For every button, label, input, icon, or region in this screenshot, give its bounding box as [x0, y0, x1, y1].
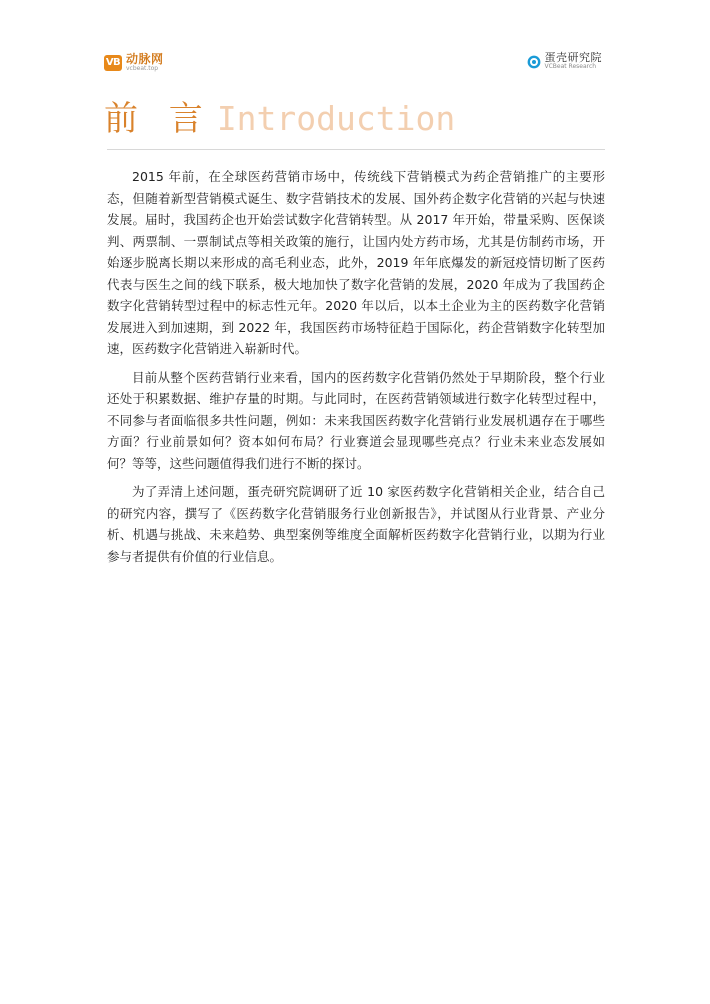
vcbeat-brand-name: 动脉网 — [126, 52, 164, 66]
title-divider — [107, 149, 605, 150]
research-brand-en: VCBeat Research — [544, 63, 597, 70]
paragraph: 2015 年前，在全球医药营销市场中，传统线下营销模式为药企营销推广的主要形态，但随着新型营销模式诞生、数字营销技术的发展、国外药企数字化营销的兴起与快速发展。届时，我国药企也开始尝试数字化营销转型。从 2017 年开始，带量采购、医保谈判、两票制、一票制试点等相关政策的施行，让国内处方药市场，尤其是仿制药市场，开始逐步脱离长期以来形成的高毛利业态，此外，2019 年年底爆发的新冠疫情切断了医药代表与医生之间的线下联系，极大地加快了数字化营销的发展，2020 年成为了我国药企数字化营销转型过程中的标志性元年。2020 年以后，以本土企业为主的医药数字化营销发展进入到加速期，到 2022 年，我国医药市场特征趋于国际化，药企营销数字化转型加速，医药数字化营销进入崭新时代。 — [107, 169, 605, 356]
vcbeat-logo — [104, 53, 164, 72]
paragraph: 目前从整个医药营销行业来看，国内的医药数字化营销仍然处于早期阶段，整个行业还处于积累数据、维护存量的时期。与此同时，在医药营销领域进行数字化转型过程中，不同参与者面临很多共性问题，例如：未来我国医药数字化营销行业发展机遇存在于哪些方面？行业前景如何？资本如何布局？行业赛道会显现哪些亮点？行业未来业态发展如何？等等，这些问题值得我们进行不断的探讨。 — [107, 369, 605, 471]
page-title — [104, 91, 455, 140]
vb-badge-icon: VB — [104, 55, 122, 71]
research-brand — [545, 52, 603, 70]
paragraph: 为了弄清上述问题，蛋壳研究院调研了近 10 家医药数字化营销相关企业，结合自己的研究内容，撰写了《医药数字化营销服务行业创新报告》，并试图从行业背景、产业分析、机遇与挑战、未来趋势、典型案例等维度全面解析医药数字化营销行业，以期为行业参与者提供有价值的行业信息。 — [107, 484, 605, 564]
introduction-body — [107, 166, 605, 574]
vcbeat-research-logo — [527, 52, 603, 70]
research-brand-name: 蛋壳研究院 — [544, 51, 602, 64]
vcbeat-brand — [126, 53, 164, 72]
vcbeat-brand-url: vcbeat.top — [126, 65, 159, 72]
title-chinese: 前 言 — [104, 99, 213, 139]
title-english: Introduction — [216, 99, 456, 138]
egg-shell-icon — [527, 54, 541, 68]
page-header — [0, 0, 710, 80]
